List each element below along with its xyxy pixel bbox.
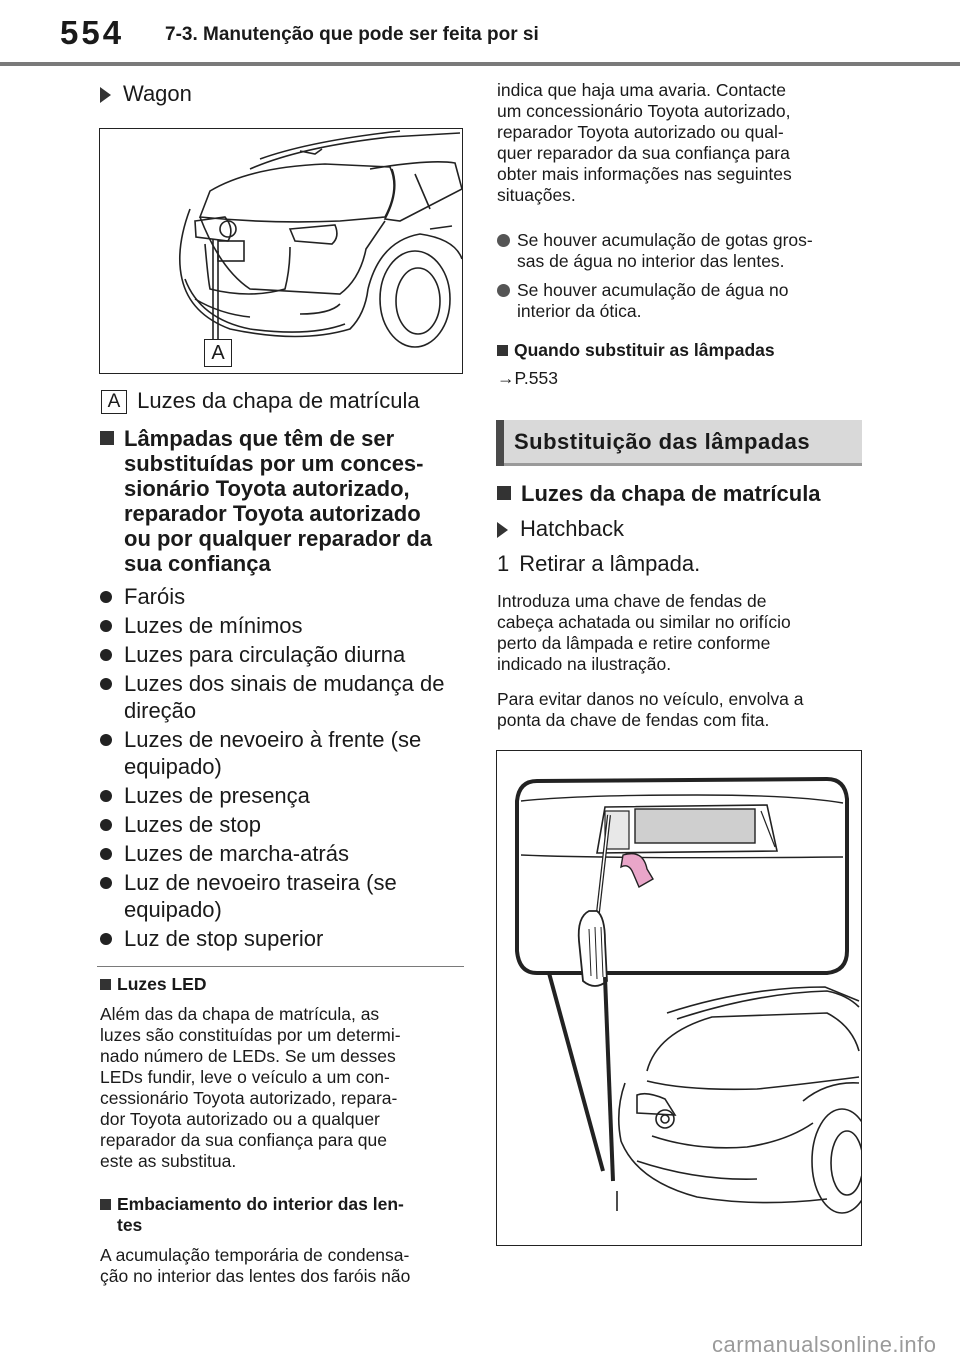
wagon-car-illustration [100, 129, 463, 374]
page-reference[interactable]: →P.553 [497, 368, 558, 388]
list-item: Luzes de mínimos [94, 612, 464, 639]
list-item: Luzes de nevoeiro à frente (se equipado) [94, 726, 464, 780]
square-bullet-icon [100, 1199, 111, 1210]
led-heading: Luzes LED [100, 974, 206, 995]
list-item: Luzes de marcha-atrás [94, 840, 464, 867]
arrow-right-icon: → [497, 368, 515, 388]
list-item: Luzes para circulação diurna [94, 641, 464, 668]
fog-conditions-list [497, 230, 867, 330]
section-banner [496, 420, 862, 466]
hatchback-label: Hatchback [497, 515, 624, 542]
instructions-paragraph: Introduza uma chave de fendas de cabeça achatada ou similar no orifício perto da lâmpada e retire conforme indicado na ilustração. [497, 591, 791, 674]
list-item: Luzes dos sinais de mudança de direção [94, 670, 464, 724]
square-bullet-icon [497, 345, 508, 356]
list-item: Se houver acumulação de água no interior da ótica. [497, 280, 867, 322]
triangle-bullet-icon [100, 87, 111, 103]
led-paragraph: Além das da chapa de matrícula, as luzes são constituídas por um determi- nado número de LEDs. Se um desses LEDs fundir, leve o veículo a um con- cessionário Toyota autorizado, repara- dor Toyota autorizado ou a qualquer reparador da sua confiança para que este as substitua. [100, 1004, 401, 1171]
list-item: Luz de stop superior [94, 925, 464, 952]
list-item: Se houver acumulação de gotas gros- sas de água no interior das lentes. [497, 230, 867, 272]
list-item: Luzes de presença [94, 782, 464, 809]
warning-paragraph: Para evitar danos no veículo, envolva a ponta da chave de fendas com fita. [497, 689, 804, 730]
hatchback-bulb-figure [496, 750, 862, 1246]
plate-lights-heading: Luzes da chapa de matrícula [497, 481, 821, 506]
square-bullet-icon [100, 979, 111, 990]
step-number: 1 [497, 551, 510, 576]
fog-paragraph: A acumulação temporária de condensa- ção no interior das lentes dos faróis não [100, 1245, 411, 1286]
hatchback-removal-illustration [497, 751, 862, 1246]
figure-caption [101, 387, 420, 414]
page-header [0, 0, 960, 72]
square-bullet-icon [100, 431, 114, 445]
triangle-bullet-icon [497, 522, 508, 538]
fog-heading: Embaciamento do interior das len- tes [100, 1194, 470, 1236]
caption-text: Luzes da chapa de matrícula [137, 388, 420, 413]
section-title: 7-3. Manutenção que pode ser feita por si [165, 24, 539, 45]
section-divider [97, 966, 464, 967]
page-number: 554 [60, 14, 125, 51]
when-replace-heading: Quando substituir as lâmpadas [497, 340, 775, 361]
fog-paragraph-continued: indica que haja uma avaria. Contacte um concessionário Toyota autorizado, reparador Toyota autorizado ou qual- quer reparador da sua confiança para obter mais informações nas seguintes situações. [497, 80, 792, 205]
dealer-bulbs-list [94, 583, 464, 954]
watermark: carmanualsonline.info [712, 1332, 937, 1357]
step-1 [497, 550, 700, 577]
callout-a-label: A [204, 339, 232, 367]
list-item: Luzes de stop [94, 811, 464, 838]
heading-dealer-bulbs: Lâmpadas que têm de ser substituídas por um conces- sionário Toyota autorizado, reparador Toyota autorizado ou por qualquer reparador da sua confiança [100, 426, 460, 576]
step-text: Retirar a lâmpada. [519, 551, 701, 576]
square-bullet-icon [497, 486, 511, 500]
banner-accent-bar [496, 420, 504, 466]
caption-a-box: A [101, 390, 127, 414]
header-rule [0, 62, 960, 66]
list-item: Luz de nevoeiro traseira (se equipado) [94, 869, 464, 923]
list-item: Faróis [94, 583, 464, 610]
wagon-rear-figure [99, 128, 463, 374]
banner-title: Substituição das lâmpadas [514, 429, 811, 454]
wagon-label: Wagon [100, 80, 192, 107]
